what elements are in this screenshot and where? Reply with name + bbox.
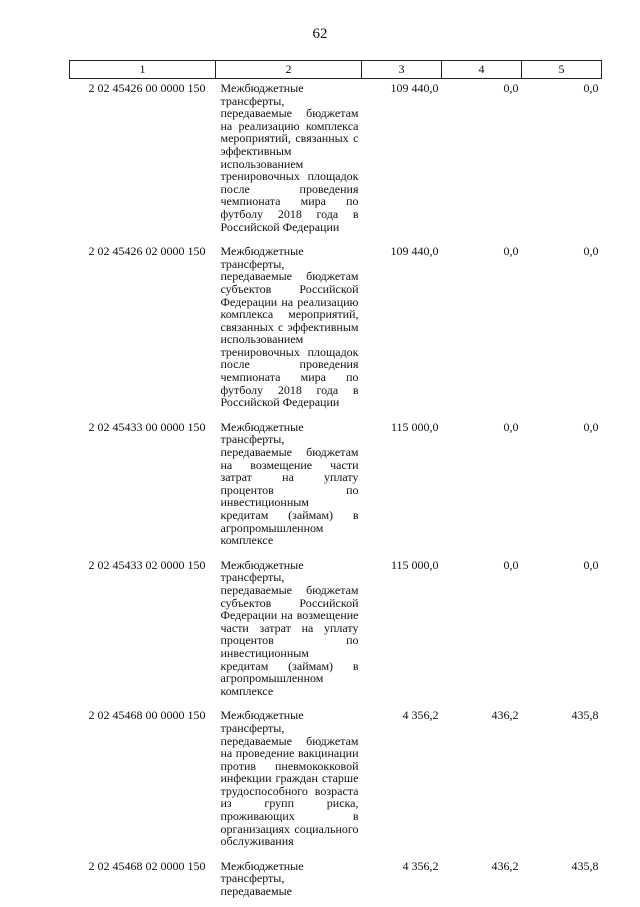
table-row [70, 706, 602, 857]
row-value-col3: 4 356,2 [402, 708, 439, 723]
row-name: Межбюджетные трансферты, передаваемые [220, 858, 304, 899]
row-value-col5: 0,0 [583, 244, 599, 259]
table-row [70, 242, 602, 418]
row-value-col4: 436,2 [491, 858, 519, 873]
row-code: 2 02 45426 02 0000 150 [88, 244, 206, 259]
row-value-col4: 0,0 [503, 557, 519, 572]
column-header-4: 4 [442, 61, 522, 79]
row-value-col4: 0,0 [503, 419, 519, 434]
row-name: Межбюджетные трансферты, передаваемые бюджетам на проведение вакцинации против пневмококковой инфекции граждан старше трудоспособного возраста из групп риска, проживающих в организациях социального обслуживания [220, 708, 359, 849]
row-code: 2 02 45433 02 0000 150 [88, 557, 206, 572]
table-row [70, 857, 602, 907]
row-value-col5: 435,8 [571, 708, 599, 723]
row-value-col4: 0,0 [503, 244, 519, 259]
budget-table [69, 60, 602, 907]
row-code: 2 02 45468 00 0000 150 [88, 708, 206, 723]
table-row [70, 79, 602, 243]
row-name: Межбюджетные трансферты, передаваемые бюджетам субъектов Российской Федерации на реализацию комплекса мероприятий, связанных с эффективным использованием тренировочных площадок после проведения чемпионата мира по футболу 2018 года в Российской Федерации [220, 244, 359, 410]
row-value-col5: 0,0 [583, 557, 599, 572]
row-value-col3: 4 356,2 [402, 858, 439, 873]
column-header-2: 2 [216, 61, 362, 79]
row-value-col4: 0,0 [503, 81, 519, 95]
column-header-3: 3 [362, 61, 442, 79]
column-header-5: 5 [522, 61, 602, 79]
table-row [70, 556, 602, 707]
row-value-col3: 115 000,0 [390, 419, 439, 434]
row-value-col5: 0,0 [583, 81, 599, 95]
row-value-col3: 115 000,0 [390, 557, 439, 572]
row-value-col4: 436,2 [491, 708, 519, 723]
row-name: Межбюджетные трансферты, передаваемые бюджетам на реализацию комплекса мероприятий, связанных с эффективным использованием тренировочных площадок после проведения чемпионата мира по футболу 2018 года в Российской Федерации [220, 81, 359, 234]
row-value-col5: 0,0 [583, 419, 599, 434]
table-row [70, 418, 602, 556]
row-code: 2 02 45433 00 0000 150 [88, 419, 206, 434]
column-header-1: 1 [70, 61, 216, 79]
row-name: Межбюджетные трансферты, передаваемые бюджетам субъектов Российской Федерации на возмещение части затрат на уплату процентов по инвестиционным кредитам (займам) в агропромышленном комплексе [220, 557, 359, 698]
table-header [70, 61, 602, 79]
row-value-col5: 435,8 [571, 858, 599, 873]
row-name: Межбюджетные трансферты, передаваемые бюджетам на возмещение части затрат на уплату процентов по инвестиционным кредитам (займам) в агропромышленном комплексе [220, 419, 359, 548]
row-value-col3: 109 440,0 [390, 81, 439, 95]
page-number: 62 [312, 26, 328, 42]
row-value-col3: 109 440,0 [390, 244, 439, 259]
row-code: 2 02 45426 00 0000 150 [88, 81, 206, 95]
table-body [70, 79, 602, 907]
row-code: 2 02 45468 02 0000 150 [88, 858, 206, 873]
header-row [70, 61, 602, 79]
